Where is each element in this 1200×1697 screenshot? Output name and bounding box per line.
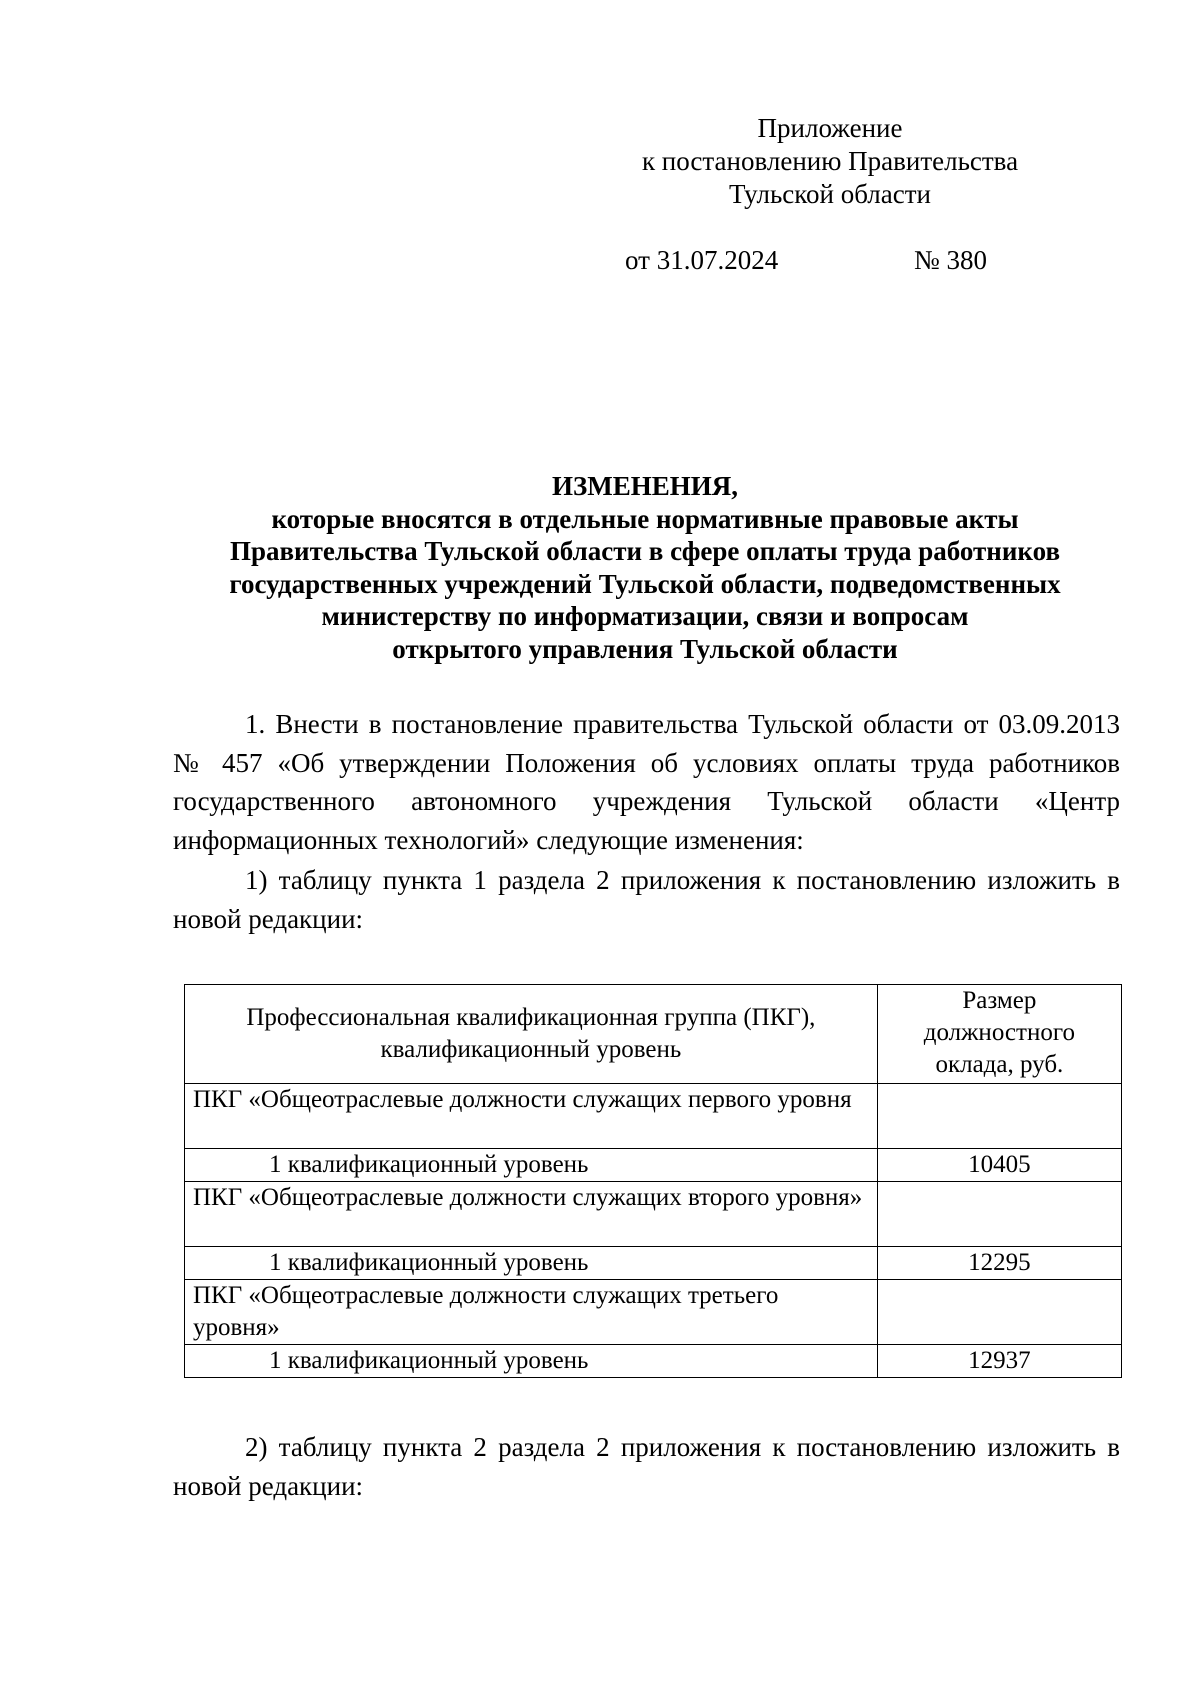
salary-value-cell: 10405 [877,1149,1121,1182]
salary-table [184,984,1122,1378]
table-row [185,1084,1122,1149]
table-row [185,1182,1122,1247]
document-title [170,470,1120,665]
level-cell: 1 квалификационный уровень [185,1247,878,1280]
resolution-date: от 31.07.2024 [625,245,779,275]
group-cell: ПКГ «Общеотраслевые должности служащих третьего уровня» [185,1280,878,1345]
paragraph-subitem-2: 2) таблицу пункта 2 раздела 2 приложения к постановлению изложить в новой редакции: [173,1432,1120,1501]
salary-value-cell: 12937 [877,1345,1121,1378]
paragraph-item-1: 1. Внести в постановление правительства Тульской области от 03.09.2013 № 457 «Об утверждении Положения об условиях оплаты труда работников государственного автономного учреждения Тульской области «Центр информационных технологий» следующие изменения: [173,709,1120,855]
table-header-row [185,985,1122,1084]
header-group-cell: Профессиональная квалификационная группа (ПКГ), квалификационный уровень [185,985,878,1084]
appendix-block [600,112,1060,211]
group-cell: ПКГ «Общеотраслевые должности служащих второго уровня» [185,1182,878,1247]
table-row [185,1247,1122,1280]
empty-value-cell [877,1084,1121,1149]
title-line: государственных учреждений Тульской области, подведомственных [229,568,1061,599]
empty-value-cell [877,1182,1121,1247]
group-cell: ПКГ «Общеотраслевые должности служащих первого уровня [185,1084,878,1149]
header-size-cell: Размер должностного оклада, руб. [877,985,1121,1084]
title-line: которые вносятся в отдельные нормативные правовые акты [271,503,1019,534]
paragraph-subitem-1: 1) таблицу пункта 1 раздела 2 приложения к постановлению изложить в новой редакции: [173,865,1120,934]
level-cell: 1 квалификационный уровень [185,1149,878,1182]
salary-value-cell: 12295 [877,1247,1121,1280]
title-line: ИЗМЕНЕНИЯ, [551,471,738,501]
empty-value-cell [877,1280,1121,1345]
level-cell: 1 квалификационный уровень [185,1345,878,1378]
appendix-line: Тульской области [729,179,931,209]
title-line: Правительства Тульской области в сфере оплаты труда работников [229,536,1061,566]
table-row [185,1280,1122,1345]
appendix-line: к постановлению Правительства [641,146,1019,176]
resolution-number: № 380 [914,245,988,275]
title-line: открытого управления Тульской области [392,633,898,664]
table-row [185,1149,1122,1182]
table-row [185,1345,1122,1378]
title-line: министерству по информатизации, связи и вопросам [321,601,969,631]
appendix-line: Приложение [757,113,903,143]
